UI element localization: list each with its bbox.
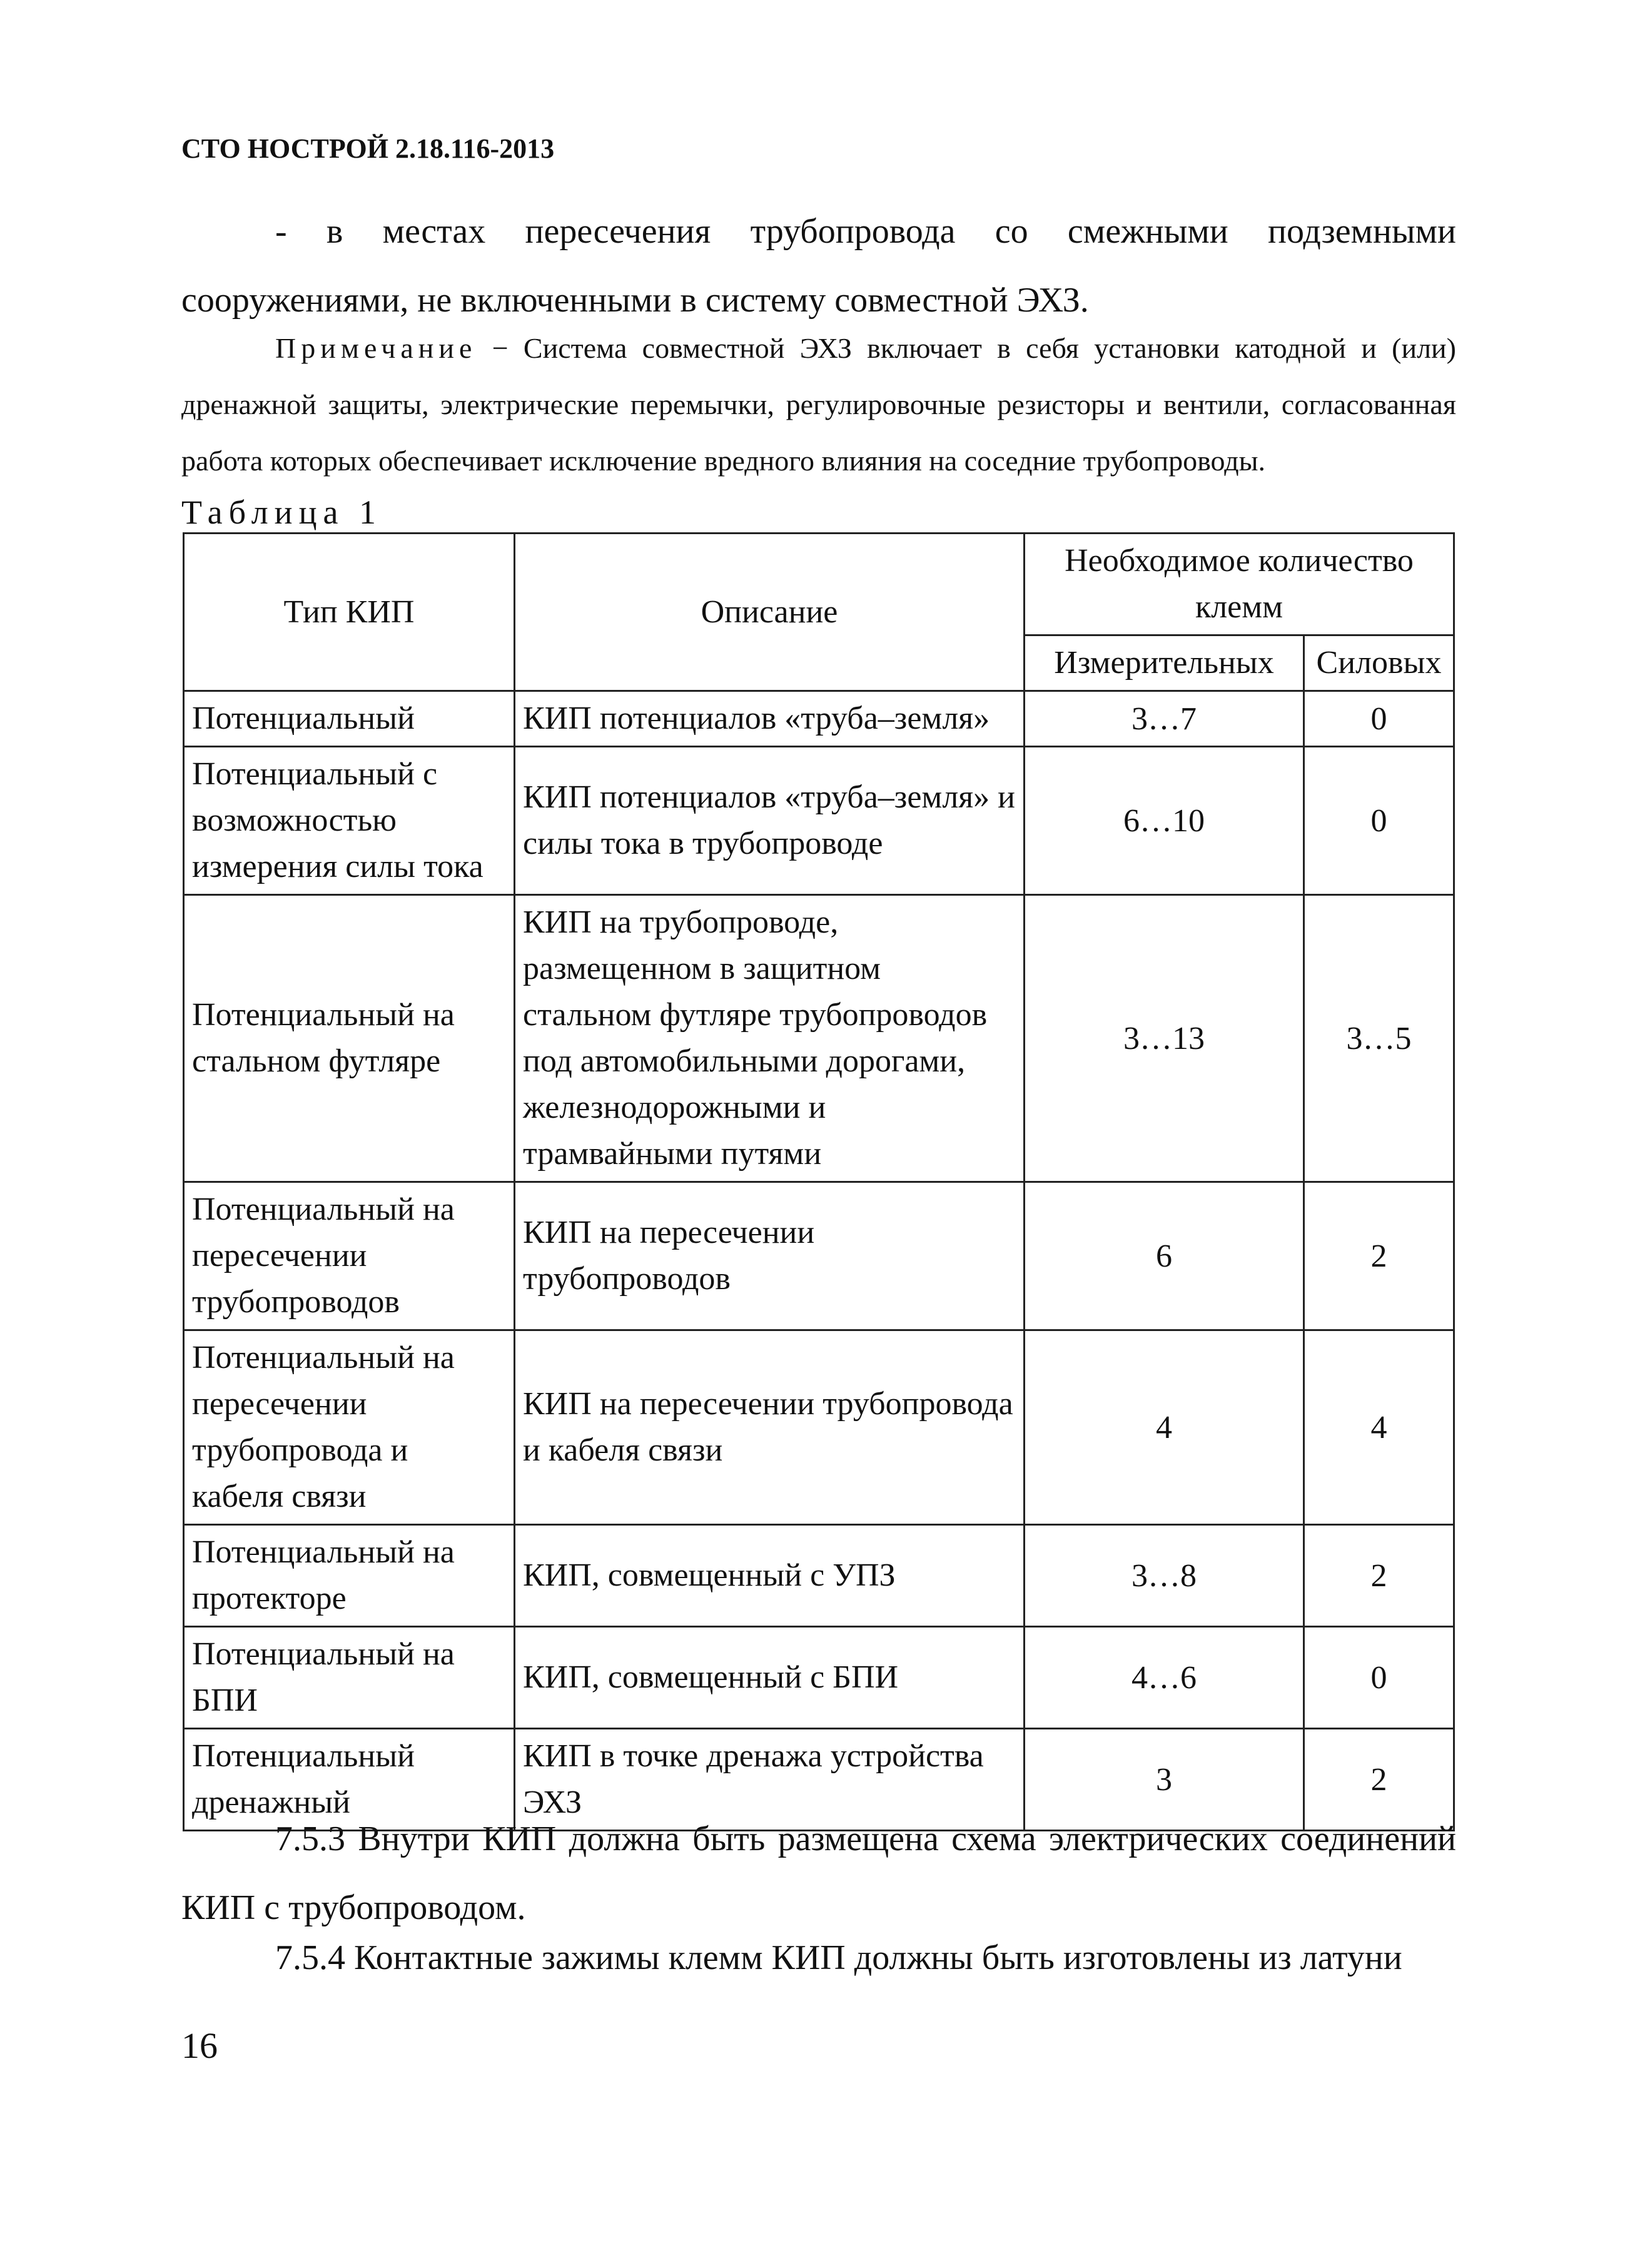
cell-description: КИП потенциалов «труба–земля» и силы тока в трубопроводе [515,747,1025,895]
kip-table [183,532,1455,1831]
cell-description: КИП на пересечении трубопровода и кабеля связи [515,1330,1025,1525]
cell-power: 4 [1304,1330,1454,1525]
cell-power: 2 [1304,1729,1454,1831]
header-power: Силовых [1304,635,1454,691]
cell-description: КИП, совмещенный с УПЗ [515,1525,1025,1627]
table-row [184,747,1454,895]
cell-type: Потенциальный на пересечении трубопровода и кабеля связи [184,1330,515,1525]
cell-power: 0 [1304,747,1454,895]
cell-measuring: 3…13 [1025,895,1304,1182]
cell-measuring: 4…6 [1025,1627,1304,1729]
table-row [184,691,1454,747]
cell-measuring: 6…10 [1025,747,1304,895]
cell-measuring: 4 [1025,1330,1304,1525]
cell-type: Потенциальный дренажный [184,1729,515,1831]
cell-type: Потенциальный с возможностью измерения силы тока [184,747,515,895]
cell-measuring: 6 [1025,1182,1304,1330]
table-row [184,895,1454,1182]
cell-power: 3…5 [1304,895,1454,1182]
header-description: Описание [515,534,1025,691]
cell-description: КИП в точке дренажа устройства ЭХЗ [515,1729,1025,1831]
paragraph-crossings: - в местах пересечения трубопровода со смежными подземными сооружениями, не включенными в систему совместной ЭХЗ. [181,212,1456,320]
header-type: Тип КИП [184,534,515,691]
cell-type: Потенциальный на БПИ [184,1627,515,1729]
cell-type: Потенциальный на стальном футляре [184,895,515,1182]
note-label: Примечание [275,332,477,364]
cell-description: КИП на трубопроводе, размещенном в защитном стальном футляре трубопроводов под автомобильными дорогами, железнодорожными и трамвайными путями [515,895,1025,1182]
table-row [184,1525,1454,1627]
cell-measuring: 3…8 [1025,1525,1304,1627]
table-caption: Таблица 1 [181,494,382,531]
paragraph-7-5-4: 7.5.4 Контактные зажимы клемм КИП должны быть изготовлены из латуни [275,1938,1402,1977]
note-text: − Система совместной ЭХЗ включает в себя установки катодной и (или) дренажной защиты, электрические перемычки, регулировочные резисторы и вентили, согласованная работа которых обеспечивает исключение вредного влияния на соседние трубопроводы. [181,332,1456,477]
cell-power: 2 [1304,1525,1454,1627]
table-row [184,1627,1454,1729]
cell-measuring: 3…7 [1025,691,1304,747]
header-measuring: Измерительных [1025,635,1304,691]
table-row [184,1182,1454,1330]
paragraph-7-5-3: 7.5.3 Внутри КИП должна быть размещена схема электрических соединений КИП с трубопроводом. [181,1820,1456,1927]
table-row [184,1330,1454,1525]
note-block [181,320,1456,489]
document-code-header: СТО НОСТРОЙ 2.18.116-2013 [181,133,555,164]
cell-description: КИП на пересечении трубопроводов [515,1182,1025,1330]
cell-type: Потенциальный на пересечении трубопроводов [184,1182,515,1330]
header-terminals: Необходимое количество клемм [1025,534,1454,635]
cell-type: Потенциальный на протекторе [184,1525,515,1627]
cell-measuring: 3 [1025,1729,1304,1831]
cell-description: КИП, совмещенный с БПИ [515,1627,1025,1729]
cell-power: 0 [1304,1627,1454,1729]
page-number: 16 [181,2025,218,2066]
cell-description: КИП потенциалов «труба–земля» [515,691,1025,747]
cell-power: 2 [1304,1182,1454,1330]
cell-power: 0 [1304,691,1454,747]
cell-type: Потенциальный [184,691,515,747]
